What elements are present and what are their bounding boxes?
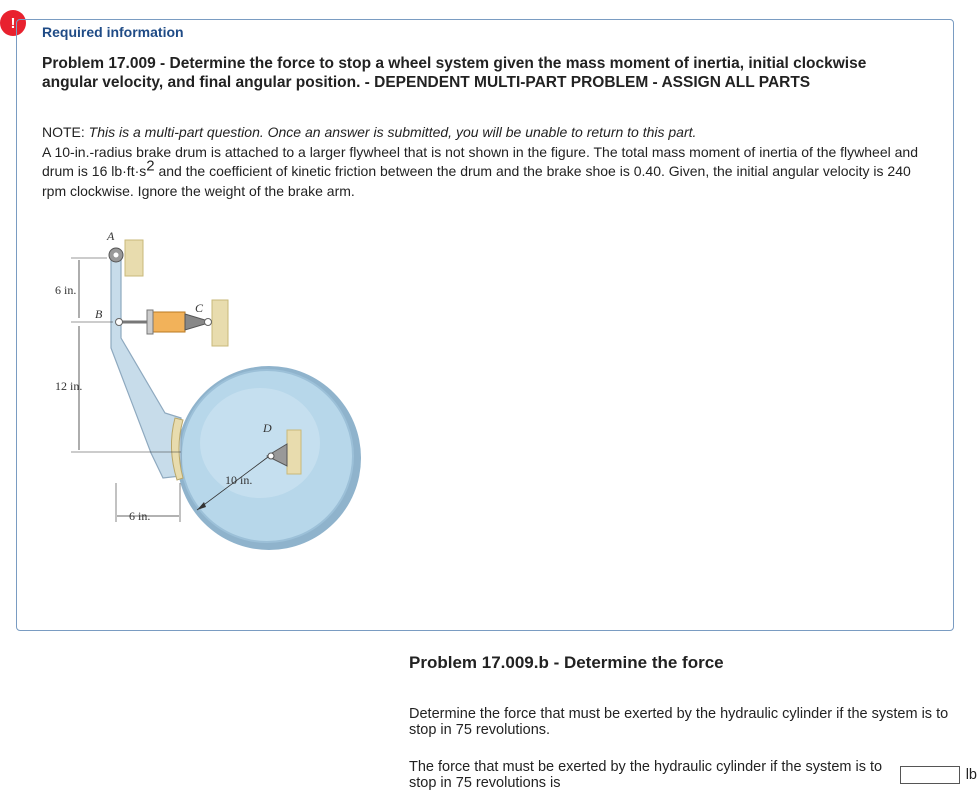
pivot-a-pin bbox=[114, 253, 119, 258]
answer-unit: lb bbox=[965, 767, 977, 783]
note-body: This is a multi-part question. Once an answer is submitted, you will be unable to return to this part. bbox=[88, 124, 697, 140]
problem-title: Problem 17.009 - Determine the force to stop a wheel system given the mass moment of inertia, initial clockwise angular velocity, and final angular position. - DEPENDENT MULTI-PART PROBLEM - ASSIGN ALL PARTS bbox=[42, 55, 867, 91]
brake-drum-highlight bbox=[200, 388, 320, 498]
label-b: B bbox=[95, 307, 103, 321]
description-text bbox=[42, 143, 922, 202]
cylinder-cap bbox=[147, 310, 153, 334]
bearing-d-support bbox=[287, 430, 301, 474]
pivot-c bbox=[205, 319, 212, 326]
description-part-2: and the coefficient of kinetic friction between the drum and the brake shoe is 0.40. Given, the initial angular velocity is 240 rpm clockwise. Ignore the weight of the brake arm. bbox=[42, 163, 911, 199]
part-b-question: Determine the force that must be exerted by the hydraulic cylinder if the system is to stop in 75 revolutions. bbox=[409, 706, 949, 738]
required-information-heading: Required information bbox=[42, 24, 184, 40]
cylinder-end-c bbox=[185, 314, 205, 330]
answer-row bbox=[409, 759, 977, 791]
description-part-1: A 10-in.-radius brake drum is attached to a larger flywheel that is not shown in the figure. The total mass moment of inertia of the flywheel and drum is 16 lb·ft·s bbox=[42, 143, 918, 179]
force-answer-input[interactable] bbox=[900, 766, 960, 784]
wall-support-a bbox=[125, 240, 143, 276]
wall-support-c bbox=[212, 300, 228, 346]
brake-drum-figure bbox=[55, 228, 375, 558]
pivot-b bbox=[116, 319, 123, 326]
note-prefix: NOTE: bbox=[42, 124, 89, 140]
label-d: D bbox=[263, 421, 272, 435]
label-6in-horizontal: 6 in. bbox=[129, 509, 151, 523]
answer-prompt: The force that must be exerted by the hydraulic cylinder if the system is to stop in 75 revolutions is bbox=[409, 759, 883, 791]
label-c: C bbox=[195, 301, 204, 315]
label-6in-vertical: 6 in. bbox=[55, 283, 77, 297]
alert-icon: ! bbox=[0, 10, 26, 36]
problem-description bbox=[42, 123, 922, 201]
brake-arm bbox=[111, 258, 181, 478]
hydraulic-cylinder bbox=[151, 312, 185, 332]
part-b-title: Problem 17.009.b - Determine the force bbox=[409, 653, 724, 672]
label-a: A bbox=[107, 229, 115, 243]
label-12in: 12 in. bbox=[55, 379, 83, 393]
description-superscript: 2 bbox=[146, 157, 155, 175]
label-10in: 10 in. bbox=[225, 473, 253, 487]
bearing-d-pin bbox=[268, 453, 274, 459]
note-line bbox=[42, 123, 922, 143]
